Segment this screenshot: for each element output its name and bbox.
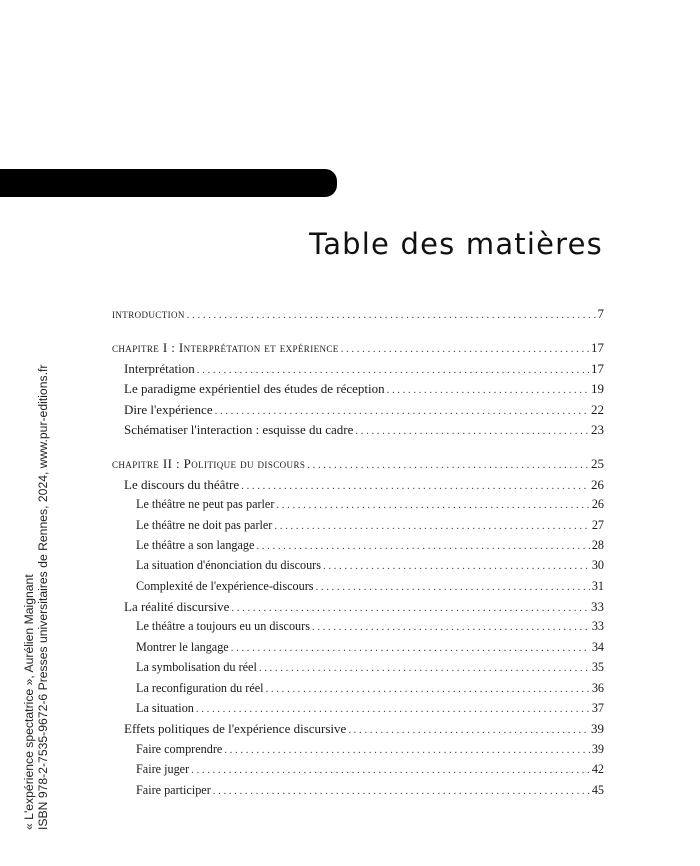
toc-entry[interactable] (112, 783, 604, 803)
toc-entry[interactable] (112, 681, 604, 701)
toc-label: Faire comprendre (136, 741, 223, 756)
toc-page: 26 (591, 476, 604, 492)
toc-page: 19 (591, 381, 604, 397)
leader-dots (215, 405, 589, 417)
toc-page: 42 (591, 762, 604, 777)
toc-label: La reconfiguration du réel (136, 680, 264, 695)
toc-entry[interactable] (112, 381, 604, 401)
toc-page: 17 (591, 360, 604, 376)
toc-entry-chapter-1[interactable] (112, 340, 604, 360)
toc-page: 33 (591, 599, 604, 615)
toc-page: 34 (591, 639, 604, 654)
toc-label: chapitre I : Interprétation et expérience (112, 340, 339, 356)
toc-page: 33 (591, 619, 604, 634)
leader-dots (274, 520, 589, 532)
leader-dots (213, 785, 590, 797)
toc-page: 17 (591, 340, 604, 356)
toc-label: chapitre II : Politique du discours (112, 456, 306, 472)
toc-entry[interactable] (112, 538, 604, 558)
toc-page: 45 (591, 782, 604, 797)
toc-entry[interactable] (112, 619, 604, 639)
toc-page: 37 (591, 701, 604, 716)
toc-entry[interactable] (112, 742, 604, 762)
toc-label: Le discours du théâtre (124, 476, 240, 492)
toc-entry[interactable] (112, 660, 604, 680)
toc-label: introduction (112, 306, 185, 321)
toc-entry-introduction[interactable] (112, 306, 604, 326)
toc-label: La symbolisation du réel (136, 660, 257, 675)
page-title: Table des matières (309, 227, 603, 262)
toc-entry-section[interactable] (112, 599, 604, 619)
leader-dots (312, 621, 590, 633)
leader-dots (231, 642, 590, 654)
leader-dots (307, 459, 589, 471)
toc-page: 26 (591, 497, 604, 512)
toc-page: 22 (591, 401, 604, 417)
toc-label: Complexité de l'expérience-discours (136, 578, 314, 593)
toc-label: Interprétation (124, 360, 195, 376)
decorative-header-bar (0, 169, 337, 197)
leader-dots (259, 662, 590, 674)
toc-entry[interactable] (112, 402, 604, 422)
toc-label: La réalité discursive (124, 599, 230, 615)
leader-dots (341, 343, 589, 355)
toc-entry-chapter-2[interactable] (112, 456, 604, 476)
toc-label: Faire juger (136, 762, 190, 777)
toc-entry-section[interactable] (112, 721, 604, 741)
table-of-contents (112, 306, 604, 803)
toc-page: 28 (591, 537, 604, 552)
toc-entry[interactable] (112, 518, 604, 538)
toc-entry[interactable] (112, 558, 604, 578)
toc-page: 27 (591, 517, 604, 532)
leader-dots (266, 683, 590, 695)
toc-entry[interactable] (112, 640, 604, 660)
toc-page: 35 (591, 660, 604, 675)
toc-page: 7 (597, 306, 604, 321)
leader-dots (196, 703, 590, 715)
toc-page: 30 (591, 558, 604, 573)
toc-entry-section[interactable] (112, 477, 604, 497)
toc-page: 39 (591, 721, 604, 737)
toc-page: 39 (591, 741, 604, 756)
leader-dots (187, 309, 596, 321)
leader-dots (224, 744, 590, 756)
toc-entry[interactable] (112, 361, 604, 381)
toc-label: La situation (136, 701, 194, 716)
toc-entry[interactable] (112, 422, 604, 442)
toc-entry[interactable] (112, 579, 604, 599)
toc-label: Montrer le langage (136, 639, 229, 654)
toc-label: Dire l'expérience (124, 401, 213, 417)
leader-dots (231, 602, 589, 614)
toc-entry[interactable] (112, 701, 604, 721)
toc-label: Schématiser l'interaction : esquisse du cadre (124, 421, 354, 437)
leader-dots (191, 764, 590, 776)
side-citation (22, 364, 50, 830)
toc-page: 25 (591, 456, 604, 472)
toc-page: 36 (591, 680, 604, 695)
leader-dots (197, 364, 589, 376)
toc-label: Le théâtre a son langage (136, 537, 255, 552)
toc-entry[interactable] (112, 497, 604, 517)
leader-dots (355, 425, 589, 437)
leader-dots (256, 540, 589, 552)
toc-label: Effets politiques de l'expérience discursive (124, 721, 347, 737)
leader-dots (316, 581, 590, 593)
toc-page: 31 (591, 578, 604, 593)
leader-dots (387, 384, 589, 396)
toc-entry[interactable] (112, 762, 604, 782)
toc-label: Le paradigme expérientiel des études de réception (124, 381, 385, 397)
citation-line-2: ISBN 978-2-7535-9672-6 Presses universitaires de Rennes, 2024, www.pur-editions.fr (36, 364, 50, 830)
citation-line-1: « L'expérience spectatrice », Aurélien Maignant (22, 574, 36, 830)
leader-dots (348, 724, 589, 736)
toc-label: La situation d'énonciation du discours (136, 558, 321, 573)
toc-page: 23 (591, 421, 604, 437)
toc-label: Le théâtre a toujours eu un discours (136, 619, 310, 634)
leader-dots (276, 499, 589, 511)
leader-dots (323, 560, 590, 572)
toc-label: Faire participer (136, 782, 211, 797)
toc-label: Le théâtre ne peut pas parler (136, 497, 275, 512)
leader-dots (241, 480, 589, 492)
toc-label: Le théâtre ne doit pas parler (136, 517, 273, 532)
